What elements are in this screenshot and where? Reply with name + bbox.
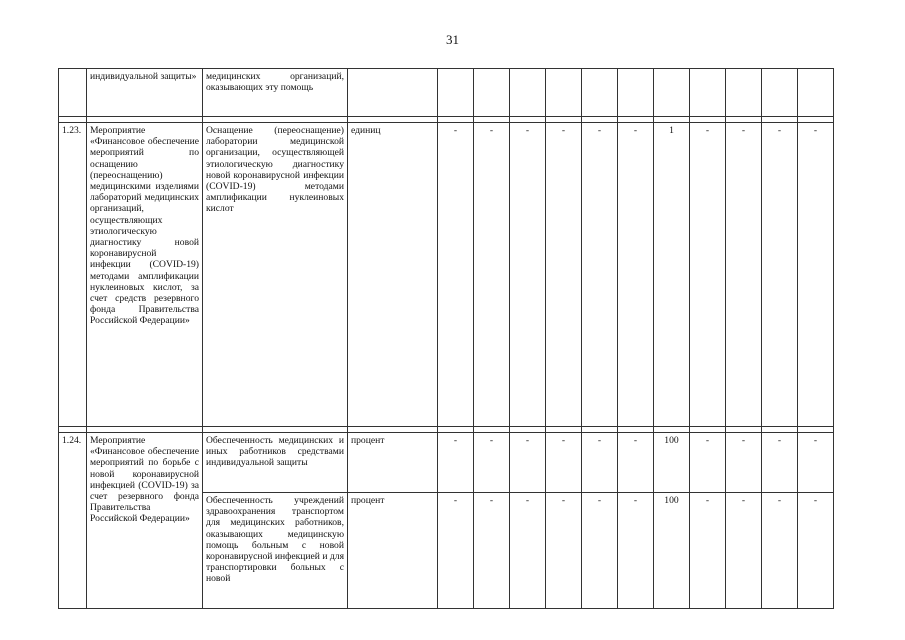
value-cell: -	[438, 123, 474, 427]
value-cell: -	[690, 493, 726, 609]
value-cell	[582, 69, 618, 117]
value-cell: -	[798, 123, 834, 427]
unit-cell: процент	[348, 433, 438, 493]
value-cell: -	[690, 433, 726, 493]
value-cell	[474, 69, 510, 117]
table-row	[59, 69, 834, 117]
event-cell: индивидуальной защиты»	[87, 69, 203, 117]
value-cell	[654, 69, 690, 117]
table-row	[59, 433, 834, 493]
value-cell: -	[618, 493, 654, 609]
value-cell: -	[474, 493, 510, 609]
value-cell: -	[798, 493, 834, 609]
value-cell: -	[510, 493, 546, 609]
value-cell	[726, 69, 762, 117]
value-cell: -	[546, 493, 582, 609]
value-cell: -	[582, 493, 618, 609]
indicators-table	[58, 68, 834, 609]
row-number: 1.24.	[59, 433, 87, 609]
value-cell: -	[726, 123, 762, 427]
value-cell: -	[726, 493, 762, 609]
value-cell: -	[690, 123, 726, 427]
table-row	[59, 123, 834, 427]
row-number	[59, 69, 87, 117]
value-cell: -	[438, 493, 474, 609]
value-cell	[510, 69, 546, 117]
value-cell: -	[474, 123, 510, 427]
value-cell: -	[438, 433, 474, 493]
value-cell	[798, 69, 834, 117]
event-cell: Мероприятие «Финансовое обеспечение мероприятий по борьбе с новой коронавирусной инфекцией (COVID-19) за счет резервного фонда Правительства Российской Федерации»	[87, 433, 203, 609]
value-cell: -	[618, 433, 654, 493]
value-cell	[762, 69, 798, 117]
unit-cell	[348, 69, 438, 117]
value-cell: 100	[654, 493, 690, 609]
value-cell	[618, 69, 654, 117]
value-cell: 1	[654, 123, 690, 427]
unit-cell: единиц	[348, 123, 438, 427]
value-cell: -	[474, 433, 510, 493]
indicator-cell: медицинских организаций, оказывающих эту помощь	[203, 69, 348, 117]
value-cell: -	[582, 123, 618, 427]
value-cell: -	[546, 123, 582, 427]
unit-cell: процент	[348, 493, 438, 609]
value-cell: -	[762, 433, 798, 493]
indicator-cell: Обеспеченность учреждений здравоохранения транспортом для медицинских работников, оказывающих медицинскую помощь больным с новой коронавирусной инфекцией и для транспортировки больных с новой	[203, 493, 348, 609]
value-cell	[690, 69, 726, 117]
value-cell: -	[618, 123, 654, 427]
indicator-cell: Обеспеченность медицинских и иных работников средствами индивидуальной защиты	[203, 433, 348, 493]
value-cell: 100	[654, 433, 690, 493]
indicator-cell: Оснащение (переоснащение) лаборатории медицинской организации, осуществляющей этиологическую диагностику новой коронавирусной инфекции (COVID-19) методами амплификации нуклеиновых кислот	[203, 123, 348, 427]
value-cell: -	[726, 433, 762, 493]
value-cell: -	[510, 123, 546, 427]
value-cell: -	[798, 433, 834, 493]
page-number: 31	[446, 32, 459, 47]
value-cell: -	[762, 123, 798, 427]
value-cell: -	[762, 493, 798, 609]
value-cell: -	[546, 433, 582, 493]
value-cell	[438, 69, 474, 117]
value-cell: -	[582, 433, 618, 493]
value-cell: -	[510, 433, 546, 493]
value-cell	[546, 69, 582, 117]
event-cell: Мероприятие «Финансовое обеспечение мероприятий по оснащению (переоснащению) медицинскими изделиями лабораторий медицинских организаций, осуществляющих этиологическую диагностику новой коронавирусной инфекции (COVID-19) методами амплификации нуклеиновых кислот, за счет средств резервного фонда Правительства Российской Федерации»	[87, 123, 203, 427]
row-number: 1.23.	[59, 123, 87, 427]
